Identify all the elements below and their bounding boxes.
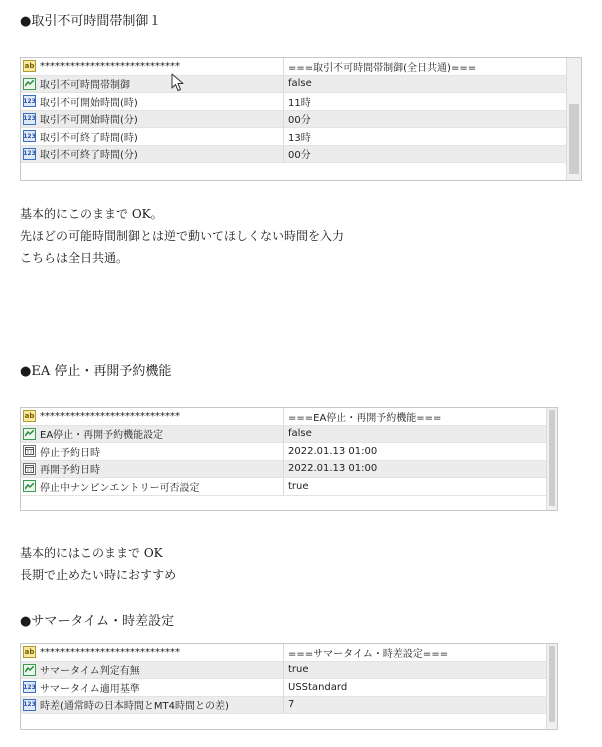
- number-param-icon: 123: [23, 699, 36, 711]
- param-label: 取引不可開始時間(時): [40, 97, 138, 109]
- vertical-scrollbar[interactable]: [546, 408, 557, 510]
- param-row[interactable]: [21, 443, 557, 461]
- section2-notes: [20, 542, 176, 586]
- number-param-icon: 123: [23, 130, 36, 142]
- bool-param-icon: [23, 480, 36, 492]
- param-row[interactable]: [21, 76, 581, 94]
- text-param-icon: ab: [24, 62, 35, 71]
- datetime-param-icon: [23, 445, 36, 457]
- scrollbar-thumb[interactable]: [569, 104, 579, 174]
- param-row[interactable]: [21, 128, 581, 146]
- param-row[interactable]: [21, 93, 581, 111]
- param-label: ****************************: [40, 646, 180, 658]
- param-row[interactable]: [21, 111, 581, 129]
- section2-parameter-grid: [20, 407, 558, 511]
- param-value[interactable]: 00分: [288, 150, 311, 162]
- bool-param-icon: [23, 78, 36, 90]
- param-row[interactable]: [21, 461, 557, 479]
- section1-notes: [20, 203, 344, 269]
- param-row[interactable]: [21, 408, 557, 426]
- param-value[interactable]: true: [288, 480, 309, 492]
- param-value[interactable]: USStandard: [288, 681, 348, 693]
- param-row[interactable]: [21, 679, 557, 697]
- bool-param-icon: [23, 428, 36, 440]
- param-label: サマータイム適用基準: [40, 683, 140, 695]
- param-row[interactable]: [21, 644, 557, 662]
- number-param-icon: 123: [23, 148, 36, 160]
- param-value[interactable]: 13時: [288, 132, 311, 144]
- param-row[interactable]: [21, 146, 581, 164]
- section2-heading: ●EA 停止・再開予約機能: [20, 364, 172, 379]
- note-line: 長期で止めたい時におすすめ: [20, 568, 177, 582]
- text-param-icon: ab: [24, 412, 35, 421]
- param-value[interactable]: ===EA停止・再開予約機能===: [288, 412, 442, 424]
- param-value[interactable]: false: [288, 428, 312, 440]
- param-value[interactable]: ===取引不可時間帯制御(全日共通)===: [288, 62, 477, 74]
- param-label: 取引不可終了時間(時): [40, 132, 138, 144]
- param-label: 取引不可終了時間(分): [40, 150, 138, 162]
- section3-parameter-grid: [20, 643, 558, 730]
- param-label: 停止予約日時: [40, 447, 100, 459]
- param-label: 取引不可開始時間(分): [40, 115, 138, 127]
- param-label: 停止中ナンピンエントリー可否設定: [40, 482, 200, 494]
- bool-param-icon: [23, 664, 36, 676]
- param-value[interactable]: 2022.01.13 01:00: [288, 463, 378, 475]
- note-line: こちらは全日共通。: [20, 251, 129, 265]
- scrollbar-thumb[interactable]: [549, 410, 555, 506]
- section1-heading: ●取引不可時間帯制御１: [20, 14, 162, 29]
- note-line: 先ほどの可能時間制御とは逆で動いてほしくない時間を入力: [20, 229, 345, 243]
- note-line: 基本的にこのままで OK。: [20, 207, 163, 221]
- param-value[interactable]: true: [288, 664, 309, 676]
- param-row[interactable]: [21, 426, 557, 444]
- param-label: EA停止・再開予約機能設定: [40, 430, 164, 442]
- number-param-icon: 123: [23, 113, 36, 125]
- scrollbar-thumb[interactable]: [549, 646, 555, 722]
- param-value[interactable]: ===サマータイム・時差設定===: [288, 648, 449, 660]
- param-label: サマータイム判定有無: [40, 666, 140, 678]
- param-value[interactable]: 2022.01.13 01:00: [288, 445, 378, 457]
- text-param-icon: ab: [24, 648, 35, 657]
- note-line: 基本的にはこのままで OK: [20, 546, 163, 560]
- param-value[interactable]: 11時: [288, 97, 311, 109]
- vertical-scrollbar[interactable]: [546, 644, 557, 729]
- param-label: 取引不可時間帯制御: [40, 80, 130, 92]
- param-label: 再開予約日時: [40, 465, 100, 477]
- param-row[interactable]: [21, 478, 557, 496]
- param-value[interactable]: 00分: [288, 115, 311, 127]
- param-row[interactable]: [21, 58, 581, 76]
- section3-heading: ●サマータイム・時差設定: [20, 614, 175, 629]
- param-value[interactable]: false: [288, 78, 312, 90]
- number-param-icon: 123: [23, 95, 36, 107]
- param-row[interactable]: [21, 662, 557, 680]
- param-row[interactable]: [21, 697, 557, 715]
- param-label: 時差(通常時の日本時間とMT4時間との差): [40, 701, 229, 713]
- section1-parameter-grid: [20, 57, 582, 181]
- vertical-scrollbar[interactable]: [566, 58, 581, 180]
- datetime-param-icon: [23, 463, 36, 475]
- param-label: ****************************: [40, 60, 180, 72]
- number-param-icon: 123: [23, 681, 36, 693]
- param-value[interactable]: 7: [288, 699, 295, 711]
- param-label: ****************************: [40, 410, 180, 422]
